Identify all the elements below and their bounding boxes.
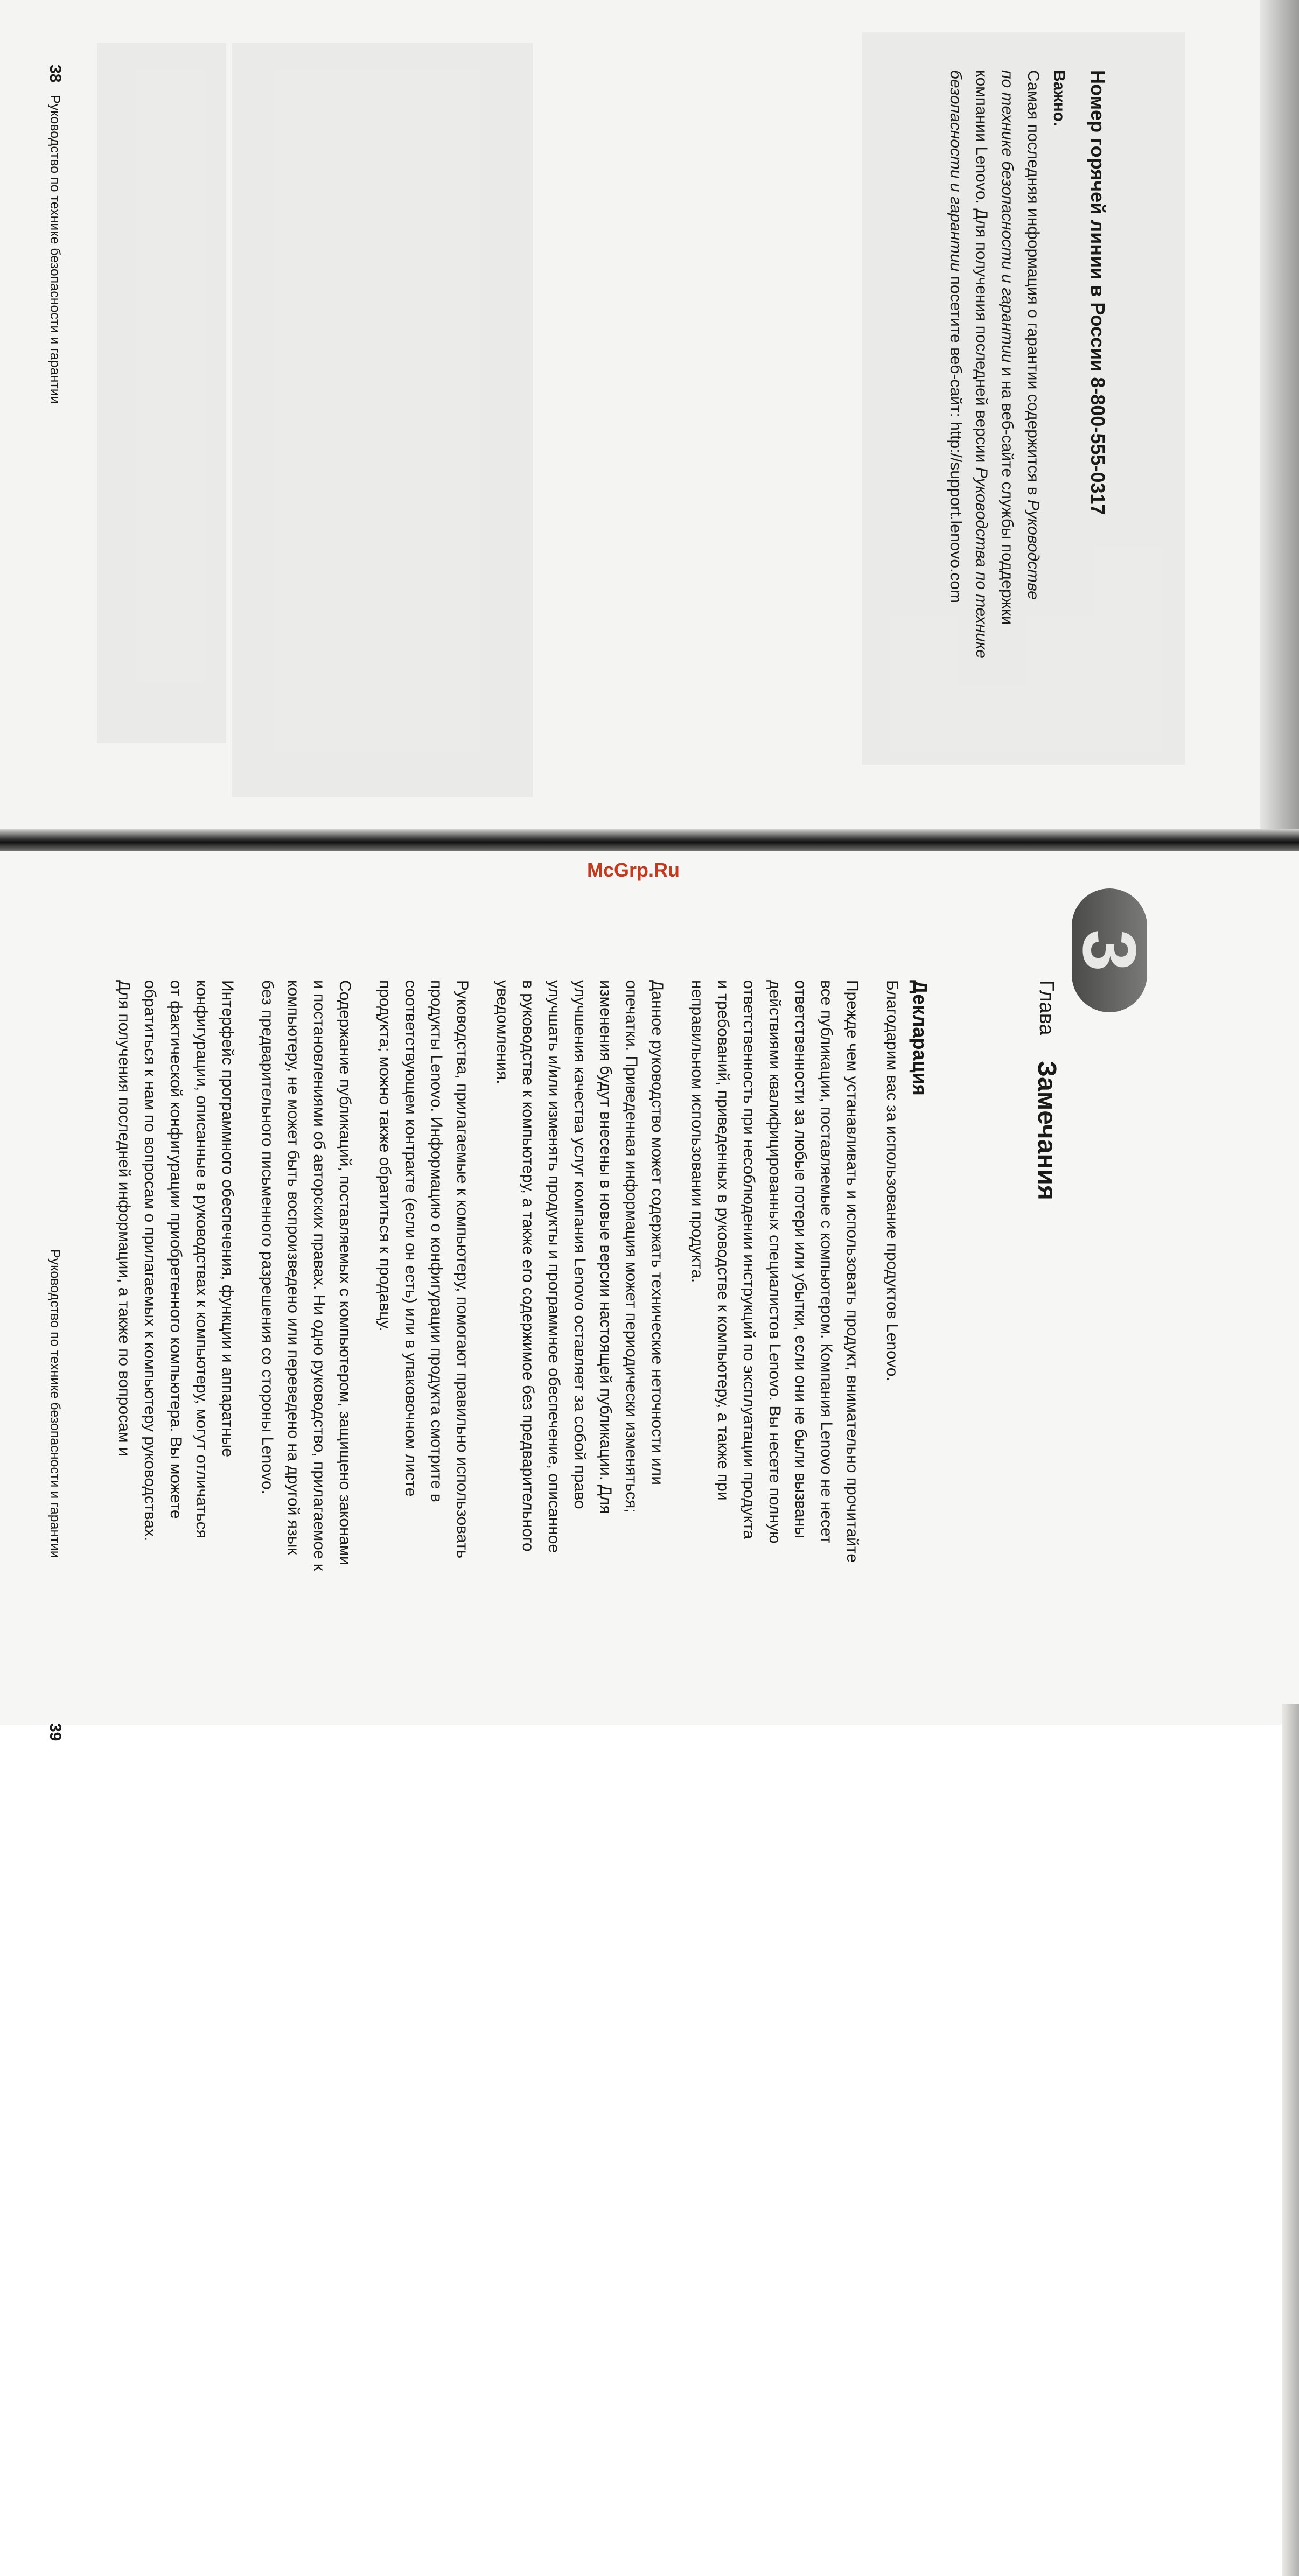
chapter-title: Замечания [1032, 1061, 1061, 1200]
body-line: конфигурации, описанные в руководствах к компьютеру, могут отличаться [193, 980, 211, 1538]
body-line: неправильном использовании продукта. [688, 980, 706, 1283]
watermark-text: McGrp.Ru [587, 859, 680, 881]
body-line: действиями квалифицированных специалистов Lenovo. Вы несете полную [766, 980, 784, 1544]
important-line: по технике безопасности и гарантии и на веб-сайте службы поддержки [998, 70, 1016, 625]
body-line: без предварительного письменного разрешения со стороны Lenovo. [259, 980, 276, 1494]
body-line: Для получения последней информации, а также по вопросам и [115, 980, 133, 1457]
footer-text: Руководство по технике безопасности и гарантии [47, 1249, 62, 1558]
body-line: Данное руководство может содержать технические неточности или [648, 980, 666, 1486]
body-line: уведомления. [493, 980, 511, 1084]
body-line: изменения будут внесены в новые версии настоящей публикации. Для [597, 980, 614, 1514]
body-line: Прежде чем устанавливать и использовать продукт, внимательно прочитайте [843, 980, 861, 1563]
chapter-number-badge [1067, 888, 1152, 1012]
page-number: 38 [46, 65, 64, 83]
body-line: и требований, приведенных в руководстве к компьютеру, а также при [714, 980, 732, 1501]
body-line: продукты Lenovo. Информацию о конфигурации продукта смотрите в [428, 980, 445, 1502]
body-line: улучшать и/или изменять продукты и программное обеспечение, описанное [545, 980, 563, 1553]
page-edge [1282, 1704, 1299, 2576]
hotline-heading: Номер горячей линии в России 8-800-555-0317 [1087, 70, 1109, 515]
intro-text: Благодарим вас за использование продуктов Lenovo. [883, 980, 901, 1381]
important-label: Важно. [1050, 70, 1068, 127]
body-line: ответственности за любые потери или убытки, если они не были вызваны [792, 980, 809, 1538]
body-line: ответственность при несоблюдении инструкций по эксплуатации продукта [740, 980, 758, 1539]
body-line: Содержание публикаций, поставляемых с компьютером, защищено законами [336, 980, 354, 1565]
right-page [0, 851, 1299, 1741]
body-line: опечатки. Приведенная информация может периодически изменяться; [623, 980, 640, 1513]
body-line: соответствующем контракте (если он есть) или в упаковочном листе [402, 980, 420, 1497]
important-line: компании Lenovo. Для получения последней версии Руководства по технике [973, 70, 990, 659]
body-line: обратиться к нам по вопросам о прилагаемых к компьютеру руководствах. [141, 980, 159, 1542]
body-line: Интерфейс программного обеспечения, функции и аппаратные [219, 980, 236, 1458]
chapter-number: 3 [1067, 929, 1152, 971]
bleed-through-text [232, 43, 533, 797]
body-line: все публикации, поставляемые с компьютером. Компания Lenovo не несет [818, 980, 835, 1544]
body-line: в руководстве к компьютеру, а также его содержимое без предварительного [519, 980, 537, 1552]
page-edge [1260, 0, 1299, 832]
footer-text: Руководство по технике безопасности и гарантии [47, 95, 62, 404]
bleed-through-text [97, 43, 226, 743]
body-line: от фактической конфигурации приобретенного компьютера. Вы можете [167, 980, 185, 1519]
book-binding [0, 829, 1299, 853]
body-line: улучшения качества услуг компания Lenovo оставляет за собой право [571, 980, 589, 1509]
body-line: и постановлениями об авторских правах. Ни одно руководство, прилагаемое к [310, 980, 328, 1571]
section-title: Декларация [909, 980, 931, 1096]
page-number: 39 [46, 1723, 64, 1741]
body-line: продукта; можно также обратиться к продавцу. [376, 980, 394, 1332]
left-page [0, 0, 1299, 832]
important-line: безопасности и гарантии посетите веб-сайт: http://support.lenovo.com [947, 70, 965, 604]
body-line: компьютеру, не может быть воспроизведено или переведено на другой язык [284, 980, 302, 1555]
chapter-label: Глава [1035, 980, 1058, 1035]
body-line: Руководства, прилагаемые к компьютеру, помогают правильно использовать [453, 980, 471, 1559]
important-line: Самая последняя информация о гарантии содержится в Руководстве [1024, 70, 1042, 600]
